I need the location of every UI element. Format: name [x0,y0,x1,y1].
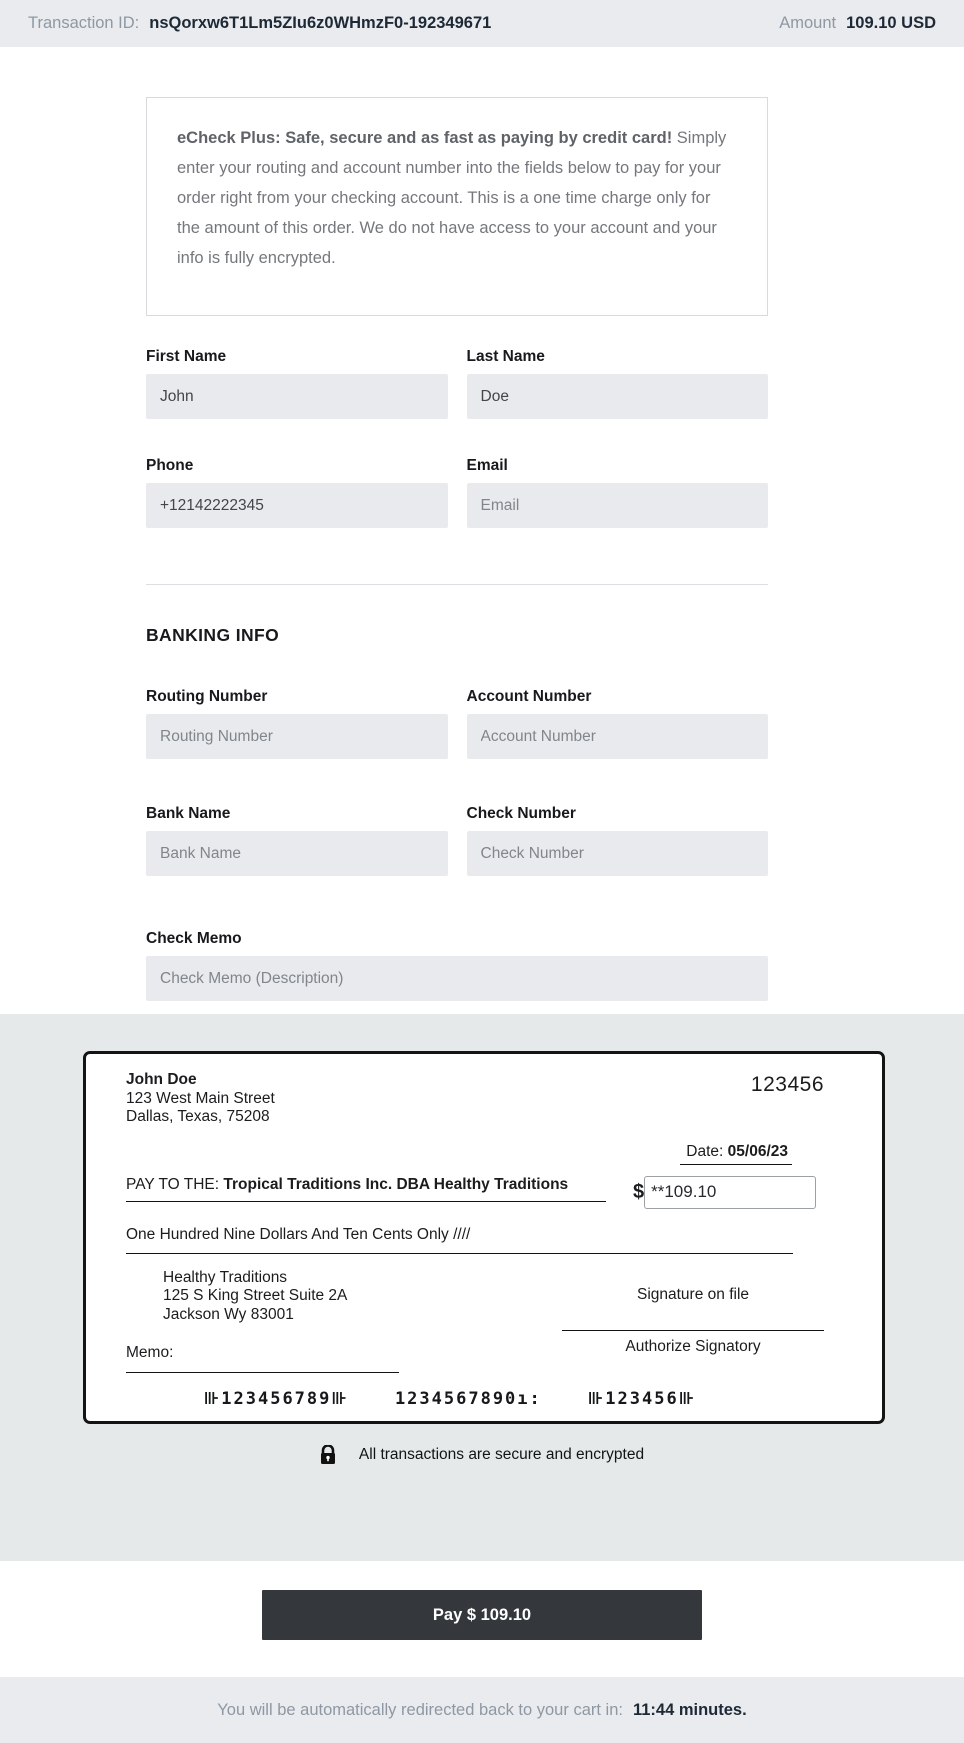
redirect-text: You will be automatically redirected back to your cart in: [217,1700,623,1719]
signature-line [562,1330,824,1331]
check-date-value: 05/06/23 [727,1142,788,1160]
payor-address-line2: Dallas, Texas, 75208 [126,1108,270,1125]
payor-address-line1: 123 West Main Street [126,1089,275,1107]
name-fields-row [146,348,768,419]
check-amount-group [633,1176,816,1209]
check-date-row [126,1143,824,1165]
phone-input[interactable] [146,483,448,528]
amount-value: 109.10 USD [846,14,936,32]
routing-number-field [146,688,448,759]
check-memo-input[interactable] [146,956,768,1001]
last-name-label: Last Name [466,348,545,365]
company-block [163,1269,399,1325]
transaction-id-group [28,14,491,33]
check-preview [83,1051,885,1424]
amount-group [779,14,936,33]
check-number-input[interactable] [467,831,769,876]
payee-name: Tropical Traditions Inc. DBA Healthy Traditions [223,1175,569,1193]
check-serial-number: 123456 [750,1073,824,1096]
check-memo-label: Check Memo [146,930,242,947]
account-number-input[interactable] [467,714,769,759]
transaction-id-value: nsQorxw6T1Lm5ZIu6z0WHmzF0-192349671 [149,14,492,32]
bank-check-row [146,805,768,876]
company-address-line1: 125 S King Street Suite 2A [163,1287,348,1304]
routing-number-input[interactable] [146,714,448,759]
amount-label: Amount [779,14,837,32]
company-memo-block [126,1269,399,1374]
first-name-field [146,348,448,419]
check-amount-input[interactable] [644,1176,816,1209]
check-number-field [467,805,769,876]
phone-field [146,457,448,528]
company-address-line2: Jackson Wy 83001 [163,1305,294,1323]
security-notice-text: All transactions are secure and encrypted [358,1446,645,1463]
first-name-input[interactable] [146,374,448,419]
pay-to-label: PAY TO THE: [126,1175,224,1193]
authorize-signatory-label: Authorize Signatory [625,1337,761,1355]
pay-to-line [126,1176,606,1202]
routing-account-row [146,688,768,759]
check-date [680,1143,792,1165]
email-input[interactable] [467,483,769,528]
email-label: Email [466,457,508,474]
payment-form [146,97,768,1001]
email-field [467,457,769,528]
routing-number-label: Routing Number [146,688,268,705]
transaction-id-label: Transaction ID: [28,14,140,32]
pay-button-band [0,1561,964,1677]
redirect-countdown: 11:44 minutes. [632,1700,747,1719]
signature-on-file-text: Signature on file [636,1285,750,1303]
echeck-info-text: Simply enter your routing and account number into the fields below to pay for your order right from your checking account. This is a one time charge only for the amount of this order. We do not have access to your account and your info is fully encrypted. [177,129,727,267]
micr-routing-number: ⊪123456789⊪ [203,1389,349,1409]
bank-name-label: Bank Name [146,805,231,822]
currency-symbol: $ [633,1180,645,1203]
amount-in-words: One Hundred Nine Dollars And Ten Cents Only //// [126,1226,793,1254]
echeck-info-bold: eCheck Plus: Safe, secure and as fast as paying by credit card! [177,129,673,147]
payor-block [126,1071,275,1127]
transaction-header-bar [0,0,964,47]
redirect-footer [0,1677,964,1743]
pay-to-row [126,1176,824,1209]
account-number-label: Account Number [466,688,592,705]
phone-label: Phone [146,457,194,474]
memo-row [126,1344,399,1373]
micr-line [126,1389,774,1409]
lock-icon [320,1445,336,1465]
section-divider [146,584,768,585]
echeck-info-box [146,97,768,316]
signature-block [562,1269,824,1374]
check-number-label: Check Number [466,805,576,822]
banking-info-heading: BANKING INFO [146,625,280,645]
account-number-field [467,688,769,759]
bank-name-input[interactable] [146,831,448,876]
company-name: Healthy Traditions [163,1268,288,1286]
contact-fields-row [146,457,768,528]
micr-account-number: 1234567890ı: [394,1389,542,1409]
first-name-label: First Name [146,348,227,365]
security-notice [0,1445,964,1465]
last-name-input[interactable] [467,374,769,419]
bank-name-field [146,805,448,876]
check-memo-field [146,930,768,1001]
check-date-label: Date: [686,1142,728,1160]
check-preview-section [0,1014,964,1561]
payor-name: John Doe [126,1071,197,1088]
pay-button[interactable]: Pay $ 109.10 [262,1590,702,1640]
memo-label: Memo: [126,1344,399,1373]
micr-check-number: ⊪123456⊪ [587,1389,697,1409]
last-name-field [467,348,769,419]
